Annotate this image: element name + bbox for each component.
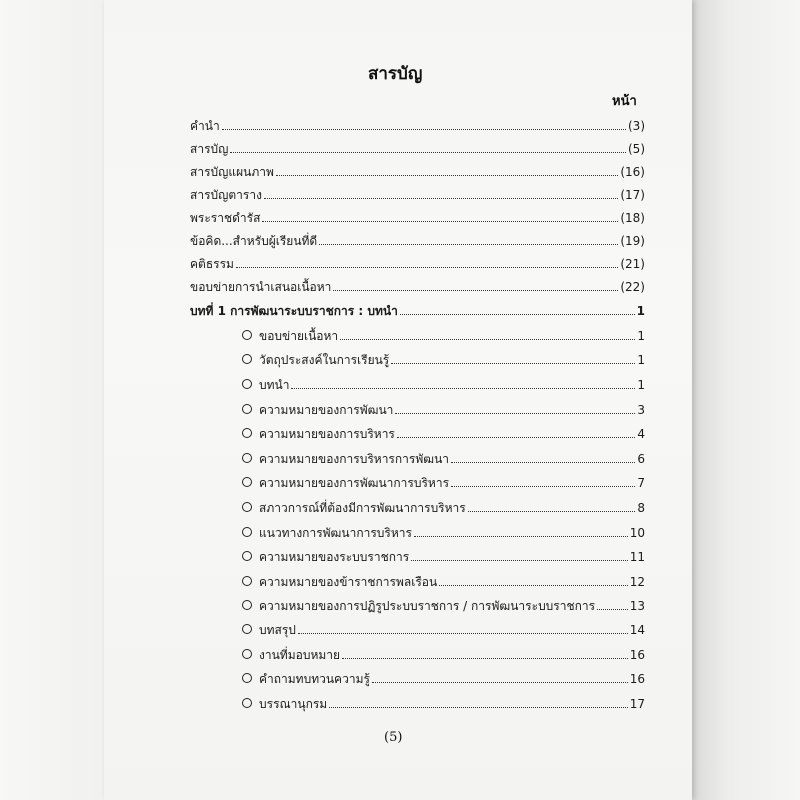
toc-subentry [242, 372, 645, 392]
toc-entry-page: (16) [620, 165, 645, 179]
circle-bullet-icon [242, 330, 252, 340]
toc-subentry [242, 691, 645, 711]
toc-entry [190, 274, 645, 294]
toc-entry [190, 251, 645, 271]
toc-entry-label: ความหมายของการพัฒนาการบริหาร [259, 476, 450, 490]
toc-entry-page: (5) [628, 142, 645, 156]
circle-bullet-icon [242, 698, 252, 708]
leader-dots [391, 361, 635, 364]
leader-dots [372, 680, 628, 683]
toc-entry-page: 17 [629, 697, 645, 711]
leader-dots [342, 656, 628, 659]
toc-entry-page: 4 [637, 427, 645, 441]
toc-entry-label: ความหมายของระบบราชการ [259, 550, 410, 564]
circle-bullet-icon [242, 649, 252, 659]
toc-entry-page: (18) [620, 211, 645, 225]
toc-entry-label: สารบัญ [190, 142, 229, 156]
leader-dots [439, 583, 628, 586]
leader-dots [411, 558, 628, 561]
toc-entry-page: (22) [620, 280, 645, 294]
leader-dots [400, 312, 635, 315]
toc-entry-label: คติธรรม [190, 257, 234, 271]
toc-entry [190, 113, 645, 133]
leader-dots [468, 509, 636, 512]
toc-entry-page: 11 [629, 550, 645, 564]
circle-bullet-icon [242, 624, 252, 634]
circle-bullet-icon [242, 354, 252, 364]
toc-entry-page: 1 [636, 304, 645, 318]
toc-entry-page: 13 [629, 599, 645, 613]
toc-subentry [242, 495, 645, 515]
toc-entry-page: 14 [629, 623, 645, 637]
toc-entry-label: ความหมายของการพัฒนา [259, 403, 394, 417]
leader-dots [329, 705, 628, 708]
toc-subentry [242, 544, 645, 564]
toc-subentry [242, 520, 645, 540]
toc-subentry [242, 593, 645, 613]
page-title: สารบัญ [368, 64, 423, 84]
leader-dots [230, 150, 626, 153]
toc-subentry [242, 347, 645, 367]
toc-entry-label: ขอบข่ายการนำเสนอเนื้อหา [190, 280, 332, 294]
toc-entry-label: บรรณานุกรม [259, 697, 328, 711]
circle-bullet-icon [242, 404, 252, 414]
toc-entry-page: 10 [629, 526, 645, 540]
toc-entry-label: สารบัญแผนภาพ [190, 165, 274, 179]
leader-dots [451, 484, 635, 487]
circle-bullet-icon [242, 477, 252, 487]
toc-subentry [242, 421, 645, 441]
toc-entry-page: 12 [629, 575, 645, 589]
toc-entry-page: 1 [637, 353, 645, 367]
circle-bullet-icon [242, 428, 252, 438]
background-left [0, 0, 100, 800]
leader-dots [236, 265, 618, 268]
toc-entry-label: คำถามทบทวนความรู้ [259, 672, 370, 686]
circle-bullet-icon [242, 527, 252, 537]
toc-entry-label: วัตถุประสงค์ในการเรียนรู้ [259, 353, 390, 367]
toc-entry [190, 159, 645, 179]
toc-entry-label: บทสรุป [259, 623, 296, 637]
toc-subentry [242, 642, 645, 662]
toc-subentry [242, 470, 645, 490]
toc-subentry [242, 323, 645, 343]
toc-entry-page: 16 [629, 672, 645, 686]
toc-entry-label: ความหมายของการปฏิรูประบบราชการ / การพัฒนาระบบราชการ [259, 599, 596, 613]
leader-dots [340, 337, 635, 340]
toc-entry-page: 1 [637, 329, 645, 343]
toc-entry-page: (21) [620, 257, 645, 271]
toc-chapter-label: บทที่ 1 การพัฒนาระบบราชการ : บทนำ [190, 304, 398, 318]
toc-entry-label: พระราชดำรัส [190, 211, 261, 225]
toc-subentry [242, 446, 645, 466]
circle-bullet-icon [242, 551, 252, 561]
toc-subentry [242, 617, 645, 637]
page-column-header: หน้า [612, 94, 637, 109]
toc-entry-page: 3 [637, 403, 645, 417]
background-right [690, 0, 800, 800]
toc-chapter-entry [190, 298, 645, 318]
leader-dots [397, 435, 635, 438]
leader-dots [597, 607, 628, 610]
toc-entry-label: บทนำ [259, 378, 290, 392]
circle-bullet-icon [242, 576, 252, 586]
toc-entry-label: สภาวการณ์ที่ต้องมีการพัฒนาการบริหาร [259, 501, 466, 515]
circle-bullet-icon [242, 600, 252, 610]
toc-entry-label: ขอบข่ายเนื้อหา [259, 329, 339, 343]
circle-bullet-icon [242, 453, 252, 463]
toc-entry-page: (3) [628, 119, 645, 133]
leader-dots [333, 288, 618, 291]
leader-dots [276, 173, 618, 176]
leader-dots [298, 631, 628, 634]
toc-entry-page: 8 [637, 501, 645, 515]
toc-entry-label: แนวทางการพัฒนาการบริหาร [259, 526, 412, 540]
leader-dots [395, 411, 635, 414]
toc-entry-page: 6 [637, 452, 645, 466]
toc-entry-label: สารบัญตาราง [190, 188, 262, 202]
leader-dots [262, 219, 618, 222]
toc-entry-label: ข้อคิด...สำหรับผู้เรียนที่ดี [190, 234, 318, 248]
leader-dots [451, 460, 635, 463]
toc-entry [190, 182, 645, 202]
toc-subentry [242, 666, 645, 686]
toc-subentry [242, 569, 645, 589]
toc-entry-page: 7 [637, 476, 645, 490]
leader-dots [264, 196, 618, 199]
toc-entry [190, 205, 645, 225]
toc-entry-label: งานที่มอบหมาย [259, 648, 341, 662]
leader-dots [414, 534, 628, 537]
circle-bullet-icon [242, 502, 252, 512]
toc-entry-page: (17) [620, 188, 645, 202]
toc-subentry [242, 397, 645, 417]
toc-entry-label: ความหมายของข้าราชการพลเรือน [259, 575, 438, 589]
toc-entry-page: 16 [629, 648, 645, 662]
circle-bullet-icon [242, 673, 252, 683]
circle-bullet-icon [242, 379, 252, 389]
leader-dots [222, 127, 626, 130]
footer-page-number: (5) [384, 730, 403, 745]
toc-entry-page: (19) [620, 234, 645, 248]
toc-entry-label: ความหมายของการบริหารการพัฒนา [259, 452, 450, 466]
toc-entry-label: ความหมายของการบริหาร [259, 427, 395, 441]
toc-entry [190, 228, 645, 248]
toc-entry-page: 1 [637, 378, 645, 392]
leader-dots [291, 386, 635, 389]
toc-entry-label: คำนำ [190, 119, 220, 133]
toc-entry [190, 136, 645, 156]
leader-dots [319, 242, 618, 245]
